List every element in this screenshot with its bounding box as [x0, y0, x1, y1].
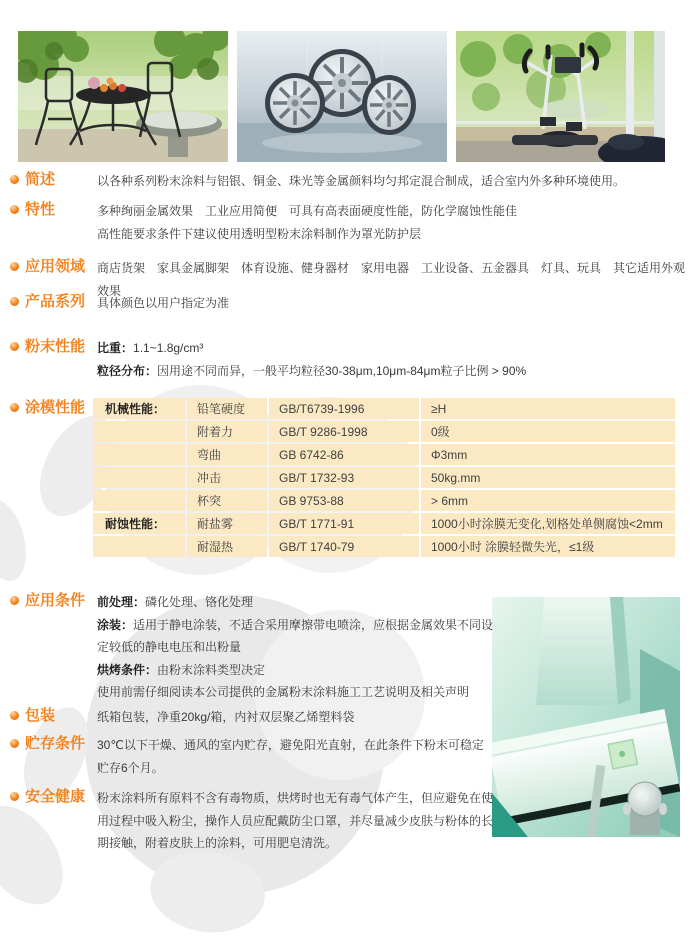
bullet-icon: [10, 711, 19, 720]
table-cell-group: [93, 421, 185, 442]
section-application-conditions-heading: [8, 591, 97, 610]
table-cell-standard: GB/T 1740-79: [269, 536, 419, 557]
section-title: 涂模性能: [25, 399, 86, 416]
section-title: 贮存条件: [25, 735, 86, 752]
features-line-1: 多种绚丽金属效果 工业应用简便 可具有高表面硬度性能，防化学腐蚀性能佳: [97, 204, 518, 218]
section-storage-heading: [8, 734, 97, 753]
section-packaging: [8, 706, 495, 729]
fitness-equipment-illustration: [456, 31, 665, 162]
table-cell-group: [93, 490, 185, 511]
table-cell-value: 1000小时 涂膜轻微失光，≤1级: [421, 536, 675, 557]
decor-petal-2: [0, 494, 34, 587]
features-line-2: 高性能要求条件下建议使用透明型粉末涂料制作为罩光防护层: [97, 226, 422, 241]
table-cell-standard: GB 9753-88: [269, 490, 419, 511]
section-features-heading: [8, 200, 97, 219]
table-cell-item: 耐盐雾: [187, 513, 267, 534]
bullet-icon: [10, 175, 19, 184]
powder-property-line: [97, 360, 693, 383]
hood-chimney: [536, 597, 618, 705]
table-cell-value: 0级: [421, 421, 675, 442]
condition-line: [97, 681, 495, 704]
table-cell-standard: GB/T6739-1996: [269, 398, 419, 419]
garden-furniture-illustration: [18, 31, 228, 162]
section-features: [8, 200, 693, 245]
table-cell-value: 50kg.mm: [421, 467, 675, 488]
powder-property-value: 1.1~1.8g/cm³: [133, 341, 204, 355]
bullet-icon: [10, 342, 19, 351]
powder-property-value: 因用途不同而异，一般平均粒径30-38μm,10μm-84μm粒子比例 > 90%: [157, 363, 527, 378]
table-cell-item: 耐湿热: [187, 536, 267, 557]
bullet-icon: [10, 739, 19, 748]
fitness-equipment-photo: [456, 31, 665, 162]
bullet-icon: [10, 205, 19, 214]
bullet-icon: [10, 403, 19, 412]
section-title: 应用领域: [25, 258, 86, 275]
table-cell-item: 弯曲: [187, 444, 267, 465]
powder-property-label: 粒径分布：: [97, 363, 158, 378]
garden-furniture-photo: [18, 31, 228, 162]
bullet-icon: [10, 792, 19, 801]
table-cell-standard: GB 6742-86: [269, 444, 419, 465]
section-safety: [8, 787, 495, 855]
section-applications-heading: [8, 257, 97, 276]
powder-property-line: [97, 337, 693, 360]
section-storage: [8, 734, 495, 779]
table-cell-value: > 6mm: [421, 490, 675, 511]
table-cell-group: 耐蚀性能：: [93, 513, 185, 534]
section-powder-properties: [8, 337, 693, 382]
condition-label: 涂装：: [97, 617, 134, 632]
section-product-series-text: 具体颜色以用户指定为准: [97, 296, 230, 310]
table-cell-item: 冲击: [187, 467, 267, 488]
condition-line: [97, 614, 495, 659]
table-cell-standard: GB/T 1732-93: [269, 467, 419, 488]
section-title: 安全健康: [25, 788, 86, 805]
alloy-wheels-photo: [237, 31, 447, 162]
section-product-series-heading: [8, 292, 97, 311]
condition-label: 烘烤条件：: [97, 662, 158, 677]
wheel-left: [265, 73, 325, 133]
condition-line: [97, 591, 495, 614]
wheel-right: [362, 75, 416, 135]
range-hood-illustration: [492, 597, 680, 837]
table-cell-item: 杯突: [187, 490, 267, 511]
section-coating-properties-heading: [8, 398, 97, 417]
condition-value: 磷化处理、铬化处理: [145, 595, 254, 609]
section-brief-heading: [8, 170, 97, 189]
table-cell-standard: GB/T 1771-91: [269, 513, 419, 534]
table-cell-group: [93, 536, 185, 557]
section-application-conditions-text: [97, 591, 495, 704]
section-powder-properties-text: [97, 337, 693, 382]
section-brief: [8, 170, 693, 193]
section-application-conditions: [8, 591, 495, 704]
condition-value: 由粉末涂料类型决定: [157, 662, 266, 677]
condition-label: 前处理：: [97, 595, 146, 609]
section-storage-text: 30℃以下干燥、通风的室内贮存，避免阳光直射，在此条件下粉末可稳定贮存6个月。: [97, 738, 484, 775]
section-title: 粉末性能: [25, 338, 86, 355]
table-cell-value: 1000小时涂膜无变化,划格处单侧腐蚀<2mm: [421, 513, 675, 534]
section-title: 应用条件: [25, 592, 86, 609]
section-packaging-heading: [8, 706, 97, 725]
table-cell-standard: GB/T 9286-1998: [269, 421, 419, 442]
alloy-wheels-illustration: [237, 31, 447, 162]
table-cell-value: Φ3mm: [421, 444, 675, 465]
section-safety-heading: [8, 787, 97, 806]
table-cell-item: 附着力: [187, 421, 267, 442]
powder-property-label: 比重：: [97, 341, 134, 355]
bullet-icon: [10, 297, 19, 306]
range-hood-photo: [492, 597, 680, 837]
section-powder-properties-heading: [8, 337, 97, 356]
section-title: 产品系列: [25, 293, 86, 310]
section-features-text: [97, 200, 693, 245]
bullet-icon: [10, 262, 19, 271]
section-safety-text: 粉末涂料所有原料不含有毒物质，烘烤时也无有毒气体产生，但应避免在使用过程中吸入粉尘，操作人员应配戴防尘口罩，并尽量减少皮肤与粉体的长期接触，附着皮肤上的涂料，可用肥皂清洗。: [97, 791, 494, 850]
condition-value: 使用前需仔细阅读本公司提供的金属粉末涂料施工工艺说明及相关声明: [97, 685, 470, 699]
bullet-icon: [10, 596, 19, 605]
table-cell-group: [93, 467, 185, 488]
section-product-series: [8, 292, 693, 315]
section-title: 简述: [25, 171, 56, 188]
coating-performance-table: [93, 398, 675, 557]
section-packaging-text: 纸箱包装，净重20kg/箱，内衬双层聚乙烯塑料袋: [97, 710, 355, 724]
table-cell-item: 铅笔硬度: [187, 398, 267, 419]
condition-value: 适用于静电涂装，不适合采用摩擦带电喷涂，应根据金属效果不同设定较低的静电电压和出粉量: [97, 617, 494, 654]
section-applications-text: 商店货架 家具金属脚架 体育设施、健身器材 家用电器 工业设备、五金器具 灯具、玩具 其它适用外观效果: [97, 261, 686, 298]
table-cell-group: 机械性能：: [93, 398, 185, 419]
section-title: 包装: [25, 707, 56, 724]
section-coating-properties: [8, 398, 97, 417]
table-cell-value: ≥H: [421, 398, 675, 419]
table-cell-group: [93, 444, 185, 465]
section-title: 特性: [25, 201, 56, 218]
condition-line: [97, 659, 495, 682]
section-brief-text: 以各种系列粉末涂料与铝银、铜金、珠光等金属颜料均匀邦定混合制成，适合室内外多种环境使用。: [97, 174, 626, 188]
